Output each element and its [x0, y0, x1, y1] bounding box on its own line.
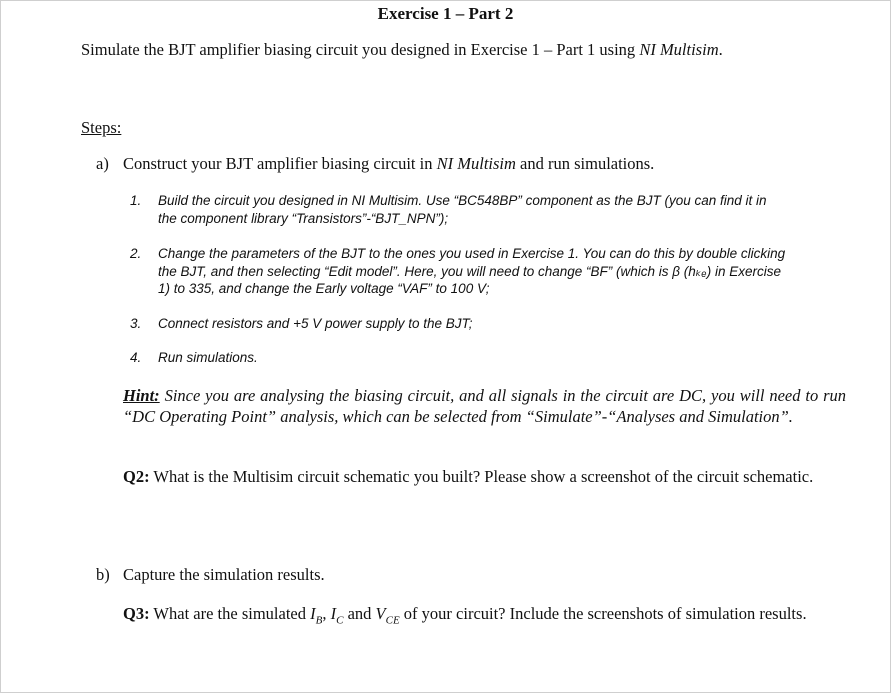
- step-b: b) Capture the simulation results.: [96, 565, 325, 584]
- steps-heading: Steps:: [81, 118, 122, 137]
- step-a-label: a): [96, 154, 109, 173]
- hint-paragraph: Hint: Since you are analysing the biasing circuit, and all signals in the circuit are DC, you will need to run “DC Operating Point” analysis, which can be selected from “Simulate”-“Analyses and Simulation”.: [123, 386, 846, 426]
- vce-symbol: $V_{CE}$: [375, 604, 400, 627]
- ib-symbol: $I_B$: [310, 604, 323, 627]
- intro-paragraph: Simulate the BJT amplifier biasing circuit you designed in Exercise 1 – Part 1 using NI Multisim.: [81, 40, 723, 59]
- ic-symbol: $I_C$: [330, 604, 344, 627]
- step-a: a) Construct your BJT amplifier biasing circuit in NI Multisim and run simulations.: [96, 154, 655, 173]
- software-name: NI Multisim: [436, 154, 516, 173]
- step-b-label: b): [96, 565, 110, 584]
- q2-label: Q2:: [123, 467, 150, 486]
- q3-label: Q3:: [123, 604, 150, 623]
- question-q2: Q2: What is the Multisim circuit schematic you built? Please show a screenshot of the circuit schematic.: [123, 467, 814, 486]
- hint-label: Hint:: [123, 386, 160, 405]
- question-q3: Q3: What are the simulated $I_B$, $I_C$ and $V_{CE}$ of your circuit? Include the screenshots of simulation results.: [123, 604, 807, 627]
- page-title: Exercise 1 – Part 2: [377, 4, 514, 23]
- software-name: NI Multisim: [639, 40, 719, 59]
